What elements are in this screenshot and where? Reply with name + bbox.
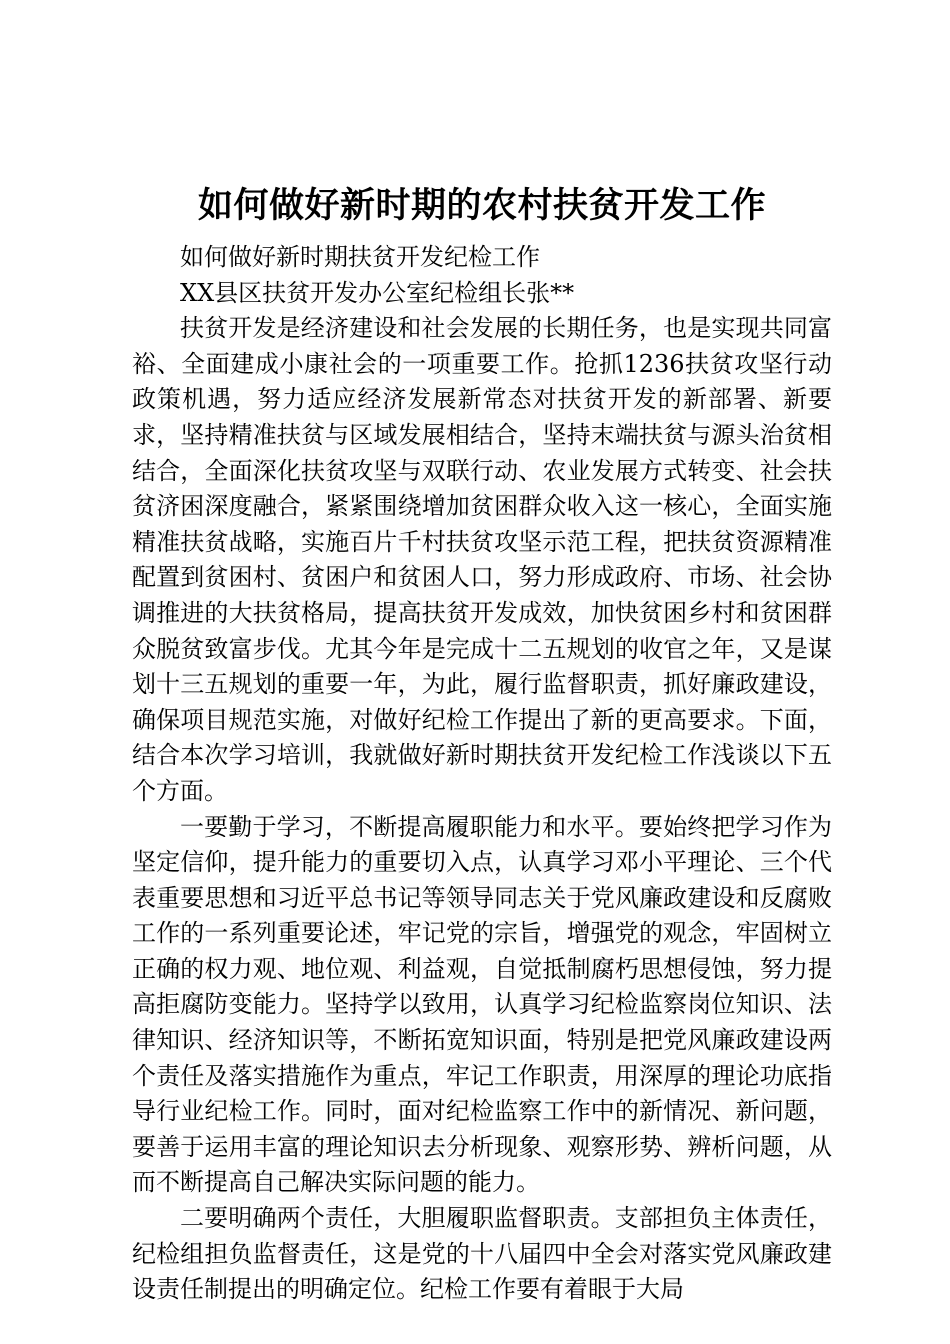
document-body: [132, 178, 832, 1308]
document-author: XX县区扶贫开发办公室纪检组长张**: [180, 278, 575, 307]
document-title: 如何做好新时期的农村扶贫开发工作: [197, 185, 766, 226]
paragraph-intro: 扶贫开发是经济建设和社会发展的长期任务，也是实现共同富裕、全面建成小康社会的一项重要工作。抢抓1236扶贫攻坚行动政策机遇，努力适应经济发展新常态对扶贫开发的新部署、新要求，坚持精准扶贫与区域发展相结合，坚持末端扶贫与源头治贫相结合，全面深化扶贫攻坚与双联行动、农业发展方式转变、社会扶贫济困深度融合，紧紧围绕增加贫困群众收入这一核心，全面实施精准扶贫战略，实施百片千村扶贫攻坚示范工程，把扶贫资源精准配置到贫困村、贫困户和贫困人口，努力形成政府、市场、社会协调推进的大扶贫格局，提高扶贫开发成效，加快贫困乡村和贫困群众脱贫致富步伐。尤其今年是完成十二五规划的收官之年，又是谋划十三五规划的重要一年，为此，履行监督职责，抓好廉政建设，确保项目规范实施，对做好纪检工作提出了新的更高要求。下面，结合本次学习培训，我就做好新时期扶贫开发纪检工作浅谈以下五个方面。: [132, 314, 832, 805]
document-subtitle: 如何做好新时期扶贫开发纪检工作: [180, 243, 540, 271]
paragraph-point-one: 一要勤于学习，不断提高履职能力和水平。要始终把学习作为坚定信仰，提升能力的重要切入点，认真学习邓小平理论、三个代表重要思想和习近平总书记等领导同志关于党风廉政建设和反腐败工作的一系列重要论述，牢记党的宗旨，增强党的观念，牢固树立正确的权力观、地位观、利益观，自觉抵制腐朽思想侵蚀，努力提高拒腐防变能力。坚持学以致用，认真学习纪检监察岗位知识、法律知识、经济知识等，不断拓宽知识面，特别是把党风廉政建设两个责任及落实措施作为重点，牢记工作职责，用深厚的理论功底指导行业纪检工作。同时，面对纪检监察工作中的新情况、新问题，要善于运用丰富的理论知识去分析现象、观察形势、辨析问题，从而不断提高自己解决实际问题的能力。: [132, 812, 832, 1197]
paragraph-point-two: 二要明确两个责任，大胆履职监督职责。支部担负主体责任，纪检组担负监督责任，这是党的十八届四中全会对落实党风廉政建设责任制提出的明确定位。纪检工作要有着眼于大局: [132, 1204, 832, 1304]
